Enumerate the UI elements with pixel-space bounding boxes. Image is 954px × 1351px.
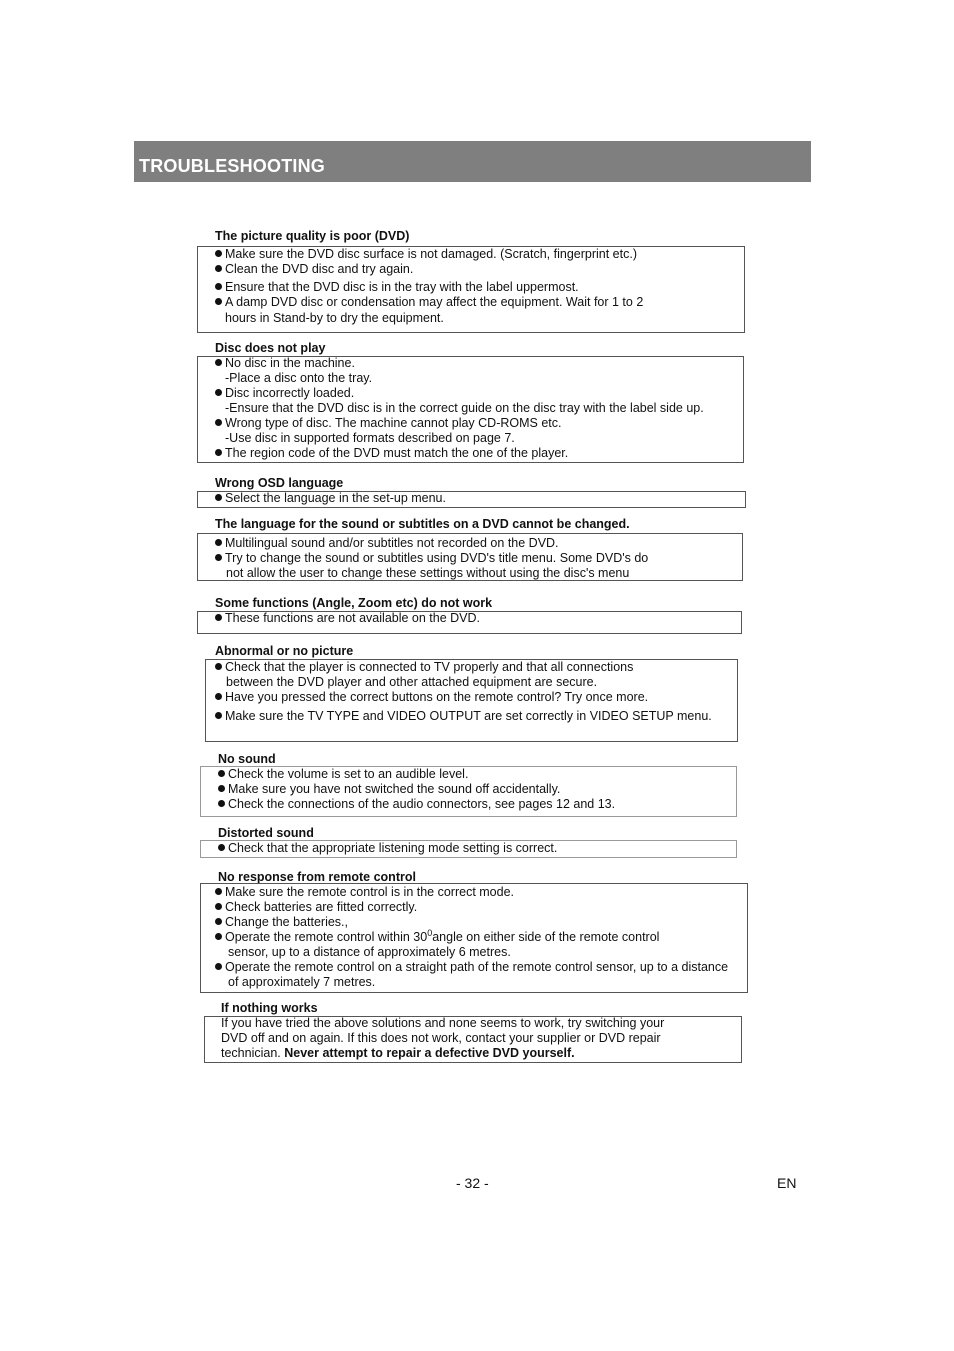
list-item: A damp DVD disc or condensation may affect the equipment. Wait for 1 to 2 bbox=[215, 295, 643, 310]
bullet-icon bbox=[215, 712, 222, 719]
list-item: Operate the remote control on a straight path of the remote control sensor, up to a distance bbox=[215, 960, 728, 975]
bullet-icon bbox=[215, 283, 222, 290]
bullet-icon bbox=[218, 800, 225, 807]
bullet-icon bbox=[215, 494, 222, 501]
list-item-continuation: of approximately 7 metres. bbox=[228, 975, 376, 989]
list-item: Check batteries are fitted correctly. bbox=[215, 900, 417, 915]
list-sub-item: -Ensure that the DVD disc is in the correct guide on the disc tray with the label side up. bbox=[225, 401, 704, 415]
bullet-icon bbox=[218, 785, 225, 792]
bullet-icon bbox=[215, 265, 222, 272]
list-item: The region code of the DVD must match the one of the player. bbox=[215, 446, 568, 461]
list-item: Make sure you have not switched the sound off accidentally. bbox=[218, 782, 560, 797]
bullet-icon bbox=[215, 614, 222, 621]
list-item: Check that the appropriate listening mode setting is correct. bbox=[218, 841, 557, 856]
list-item: Check that the player is connected to TV properly and that all connections bbox=[215, 660, 633, 675]
list-item: Change the batteries., bbox=[215, 915, 348, 930]
bullet-icon bbox=[215, 663, 222, 670]
section-title-osd-language: Wrong OSD language bbox=[215, 476, 344, 490]
bullet-icon bbox=[215, 250, 222, 257]
list-item: Disc incorrectly loaded. bbox=[215, 386, 354, 401]
list-item: Make sure the TV TYPE and VIDEO OUTPUT are set correctly in VIDEO SETUP menu. bbox=[215, 709, 712, 724]
page-number: - 32 - bbox=[456, 1175, 489, 1191]
list-item: Wrong type of disc. The machine cannot play CD-ROMS etc. bbox=[215, 416, 562, 431]
list-item-continuation: sensor, up to a distance of approximately 6 metres. bbox=[228, 945, 511, 959]
bullet-icon bbox=[215, 298, 222, 305]
section-title-no-sound: No sound bbox=[218, 752, 276, 766]
bullet-icon bbox=[215, 359, 222, 366]
bullet-icon bbox=[215, 389, 222, 396]
list-item: Check the connections of the audio connectors, see pages 12 and 13. bbox=[218, 797, 615, 812]
degree-superscript: 0 bbox=[427, 927, 433, 938]
language-code: EN bbox=[777, 1175, 797, 1191]
section-title-distorted-sound: Distorted sound bbox=[218, 826, 314, 840]
warning-text: Never attempt to repair a defective DVD yourself. bbox=[284, 1046, 575, 1060]
section-title-abnormal-picture: Abnormal or no picture bbox=[215, 644, 354, 658]
list-item: Operate the remote control within $30^0angle$ on either side of the remote control bbox=[215, 930, 659, 945]
paragraph-line: If you have tried the above solutions and none seems to work, try switching your bbox=[221, 1016, 665, 1030]
page-title: TROUBLESHOOTING bbox=[139, 156, 325, 176]
list-item: These functions are not available on the DVD. bbox=[215, 611, 480, 626]
header-bar bbox=[134, 141, 811, 182]
list-item: Make sure the DVD disc surface is not damaged. (Scratch, fingerprint etc.) bbox=[215, 247, 637, 262]
bullet-icon bbox=[215, 693, 222, 700]
list-item-continuation: not allow the user to change these settings without using the disc's menu bbox=[226, 566, 630, 580]
bullet-icon bbox=[215, 933, 222, 940]
bullet-icon bbox=[215, 449, 222, 456]
list-item: Ensure that the DVD disc is in the tray with the label uppermost. bbox=[215, 280, 579, 295]
paragraph-line: DVD off and on again. If this does not work, contact your supplier or DVD repair bbox=[221, 1031, 661, 1045]
bullet-icon bbox=[215, 554, 222, 561]
list-item: No disc in the machine. bbox=[215, 356, 355, 371]
bullet-icon bbox=[215, 888, 222, 895]
bullet-icon bbox=[215, 963, 222, 970]
bullet-icon bbox=[218, 770, 225, 777]
bullet-icon bbox=[218, 844, 225, 851]
bullet-icon bbox=[215, 419, 222, 426]
section-title-remote-control: No response from remote control bbox=[218, 870, 416, 884]
section-title-functions: Some functions (Angle, Zoom etc) do not work bbox=[215, 596, 493, 610]
list-item-continuation: between the DVD player and other attached equipment are secure. bbox=[226, 675, 598, 689]
bullet-icon bbox=[215, 903, 222, 910]
list-sub-item: -Use disc in supported formats described on page 7. bbox=[225, 431, 515, 445]
bullet-icon bbox=[215, 539, 222, 546]
paragraph-line: technician. Never attempt to repair a defective DVD yourself. bbox=[221, 1046, 575, 1060]
list-item: Make sure the remote control is in the correct mode. bbox=[215, 885, 514, 900]
list-item: Clean the DVD disc and try again. bbox=[215, 262, 413, 277]
list-item: Try to change the sound or subtitles using DVD's title menu. Some DVD's do bbox=[215, 551, 648, 566]
bullet-icon bbox=[215, 918, 222, 925]
list-sub-item: -Place a disc onto the tray. bbox=[225, 371, 373, 385]
list-item: Have you pressed the correct buttons on the remote control? Try once more. bbox=[215, 690, 648, 705]
list-item: Multilingual sound and/or subtitles not recorded on the DVD. bbox=[215, 536, 559, 551]
section-title-disc-not-play: Disc does not play bbox=[215, 341, 326, 355]
list-item: Select the language in the set-up menu. bbox=[215, 491, 446, 506]
section-title-nothing-works: If nothing works bbox=[221, 1001, 318, 1015]
section-title-picture-quality: The picture quality is poor (DVD) bbox=[215, 229, 410, 243]
section-title-language-change: The language for the sound or subtitles on a DVD cannot be changed. bbox=[215, 517, 630, 531]
list-item-continuation: hours in Stand-by to dry the equipment. bbox=[225, 311, 444, 325]
list-item: Check the volume is set to an audible level. bbox=[218, 767, 468, 782]
